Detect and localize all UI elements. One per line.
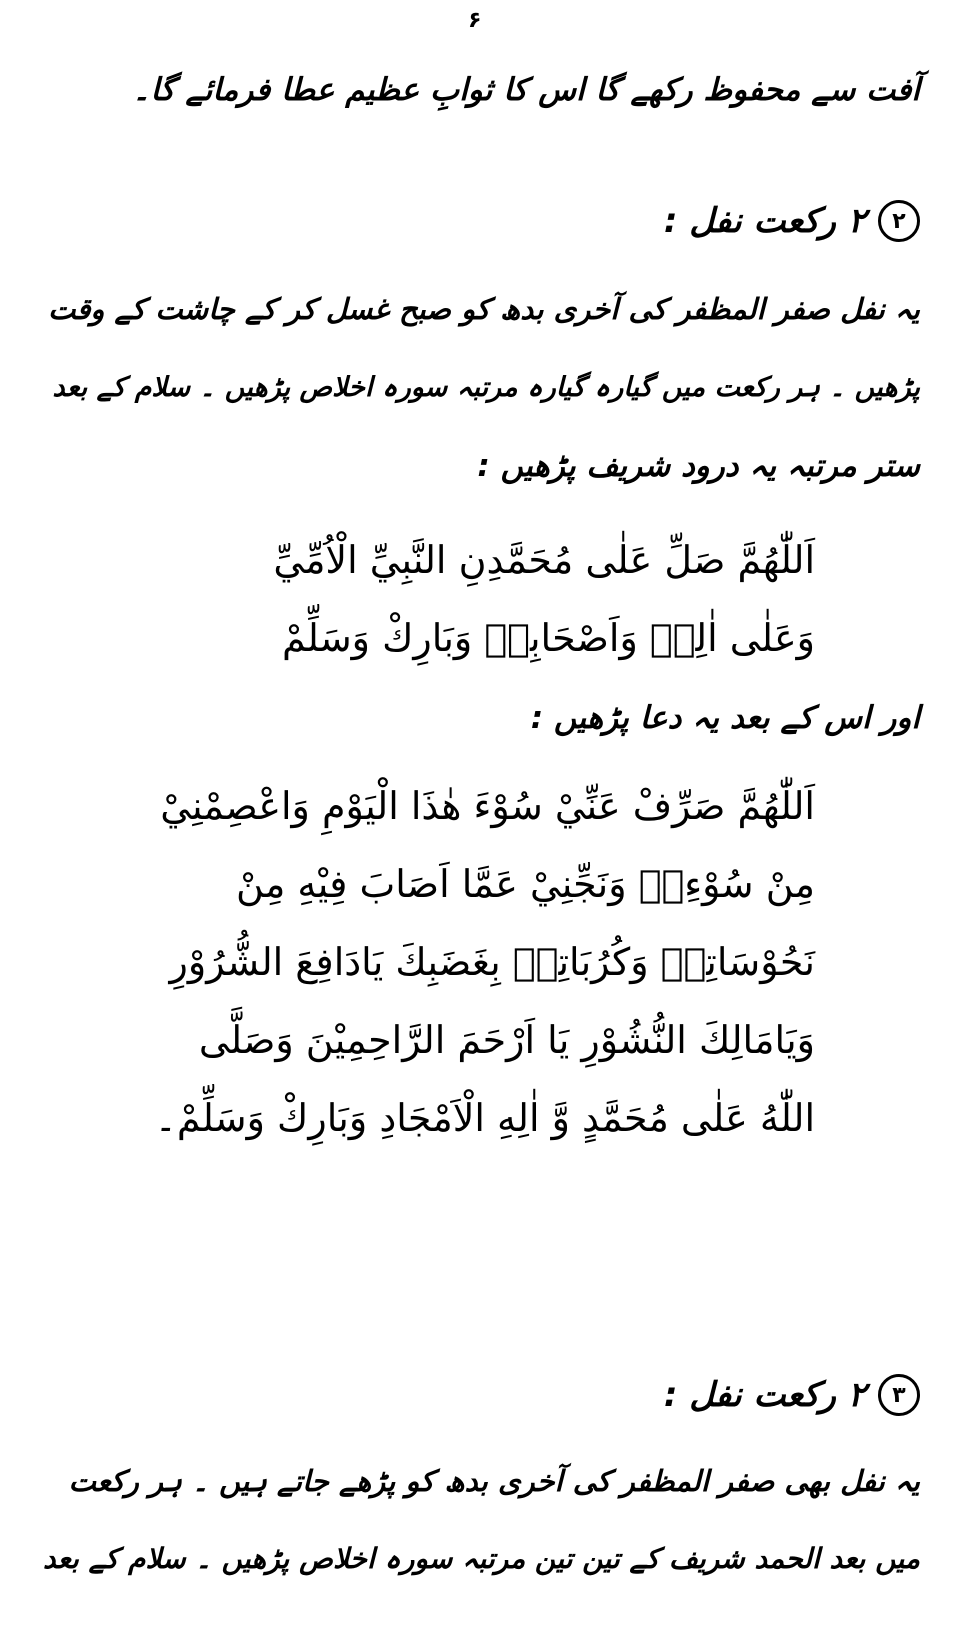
section-2-heading [664, 200, 920, 242]
section-3-title: ۲ رکعت نفل : [663, 1375, 866, 1415]
section-3-number-badge: ۳ [878, 1374, 920, 1416]
durood-line-1: اَللّٰهُمَّ صَلِّ عَلٰى مُحَمَّدِنِ النَّبِيِّ الْاُمِّيِّ [273, 538, 815, 582]
section-3-heading [664, 1374, 920, 1416]
section-2-paragraph-line-1: یہ نفل صفر المظفر کی آخری بدھ کو صبح غسل کر کے چاشت کے وقت [48, 292, 920, 326]
section-2-paragraph-line-2: پڑھیں ۔ ہر رکعت میں گیارہ گیارہ مرتبہ سورہ اخلاص پڑھیں ۔ سلام کے بعد [52, 372, 920, 403]
dua-line-5: اللّٰهُ عَلٰى مُحَمَّدٍ وَّ اٰلِهِ الْاَمْجَادِ وَبَارِكْ وَسَلِّمْ۔ [154, 1096, 815, 1140]
dua-line-3: نَحُوْسَاتِهٖ وَكُرُبَاتِهٖ بِغَضَبِكَ يَادَافِعَ الشُّرُوْرِ [169, 940, 815, 984]
section-2-number-badge: ۲ [878, 200, 920, 242]
intro-line: آفت سے محفوظ رکھے گا اس کا ثوابِ عظیم عطا فرمائے گا۔ [132, 72, 920, 108]
section-3-paragraph-line-1: یہ نفل بھی صفر المظفر کی آخری بدھ کو پڑھے جاتے ہیں ۔ ہر رکعت [68, 1464, 920, 1498]
dua-line-2: مِنْ سُوْءِهٖ وَنَجِّنِيْ عَمَّا اَصَابَ فِيْهِ مِنْ [236, 862, 815, 906]
section-3-paragraph-line-2: میں بعد الحمد شریف کے تین تین مرتبہ سورہ اخلاص پڑھیں ۔ سلام کے بعد [42, 1542, 920, 1575]
durood-line-2: وَعَلٰى اٰلِهٖ وَاَصْحَابِهٖ وَبَارِكْ وَسَلِّمْ [281, 616, 815, 660]
section-2-title: ۲ رکعت نفل : [663, 201, 866, 241]
dua-line-4: وَيَامَالِكَ النُّشُوْرِ يَا اَرْحَمَ الرَّاحِمِيْنَ وَصَلَّى [198, 1018, 815, 1062]
page-number: ۶ [468, 8, 482, 33]
dua-intro: اور اس کے بعد یہ دعا پڑھیں : [530, 700, 920, 736]
section-2-paragraph-line-3: ستر مرتبہ یہ درود شریف پڑھیں : [477, 448, 920, 484]
dua-line-1: اَللّٰهُمَّ صَرِّفْ عَنِّيْ سُوْءَ هٰذَا الْيَوْمِ وَاعْصِمْنِيْ [160, 784, 815, 828]
